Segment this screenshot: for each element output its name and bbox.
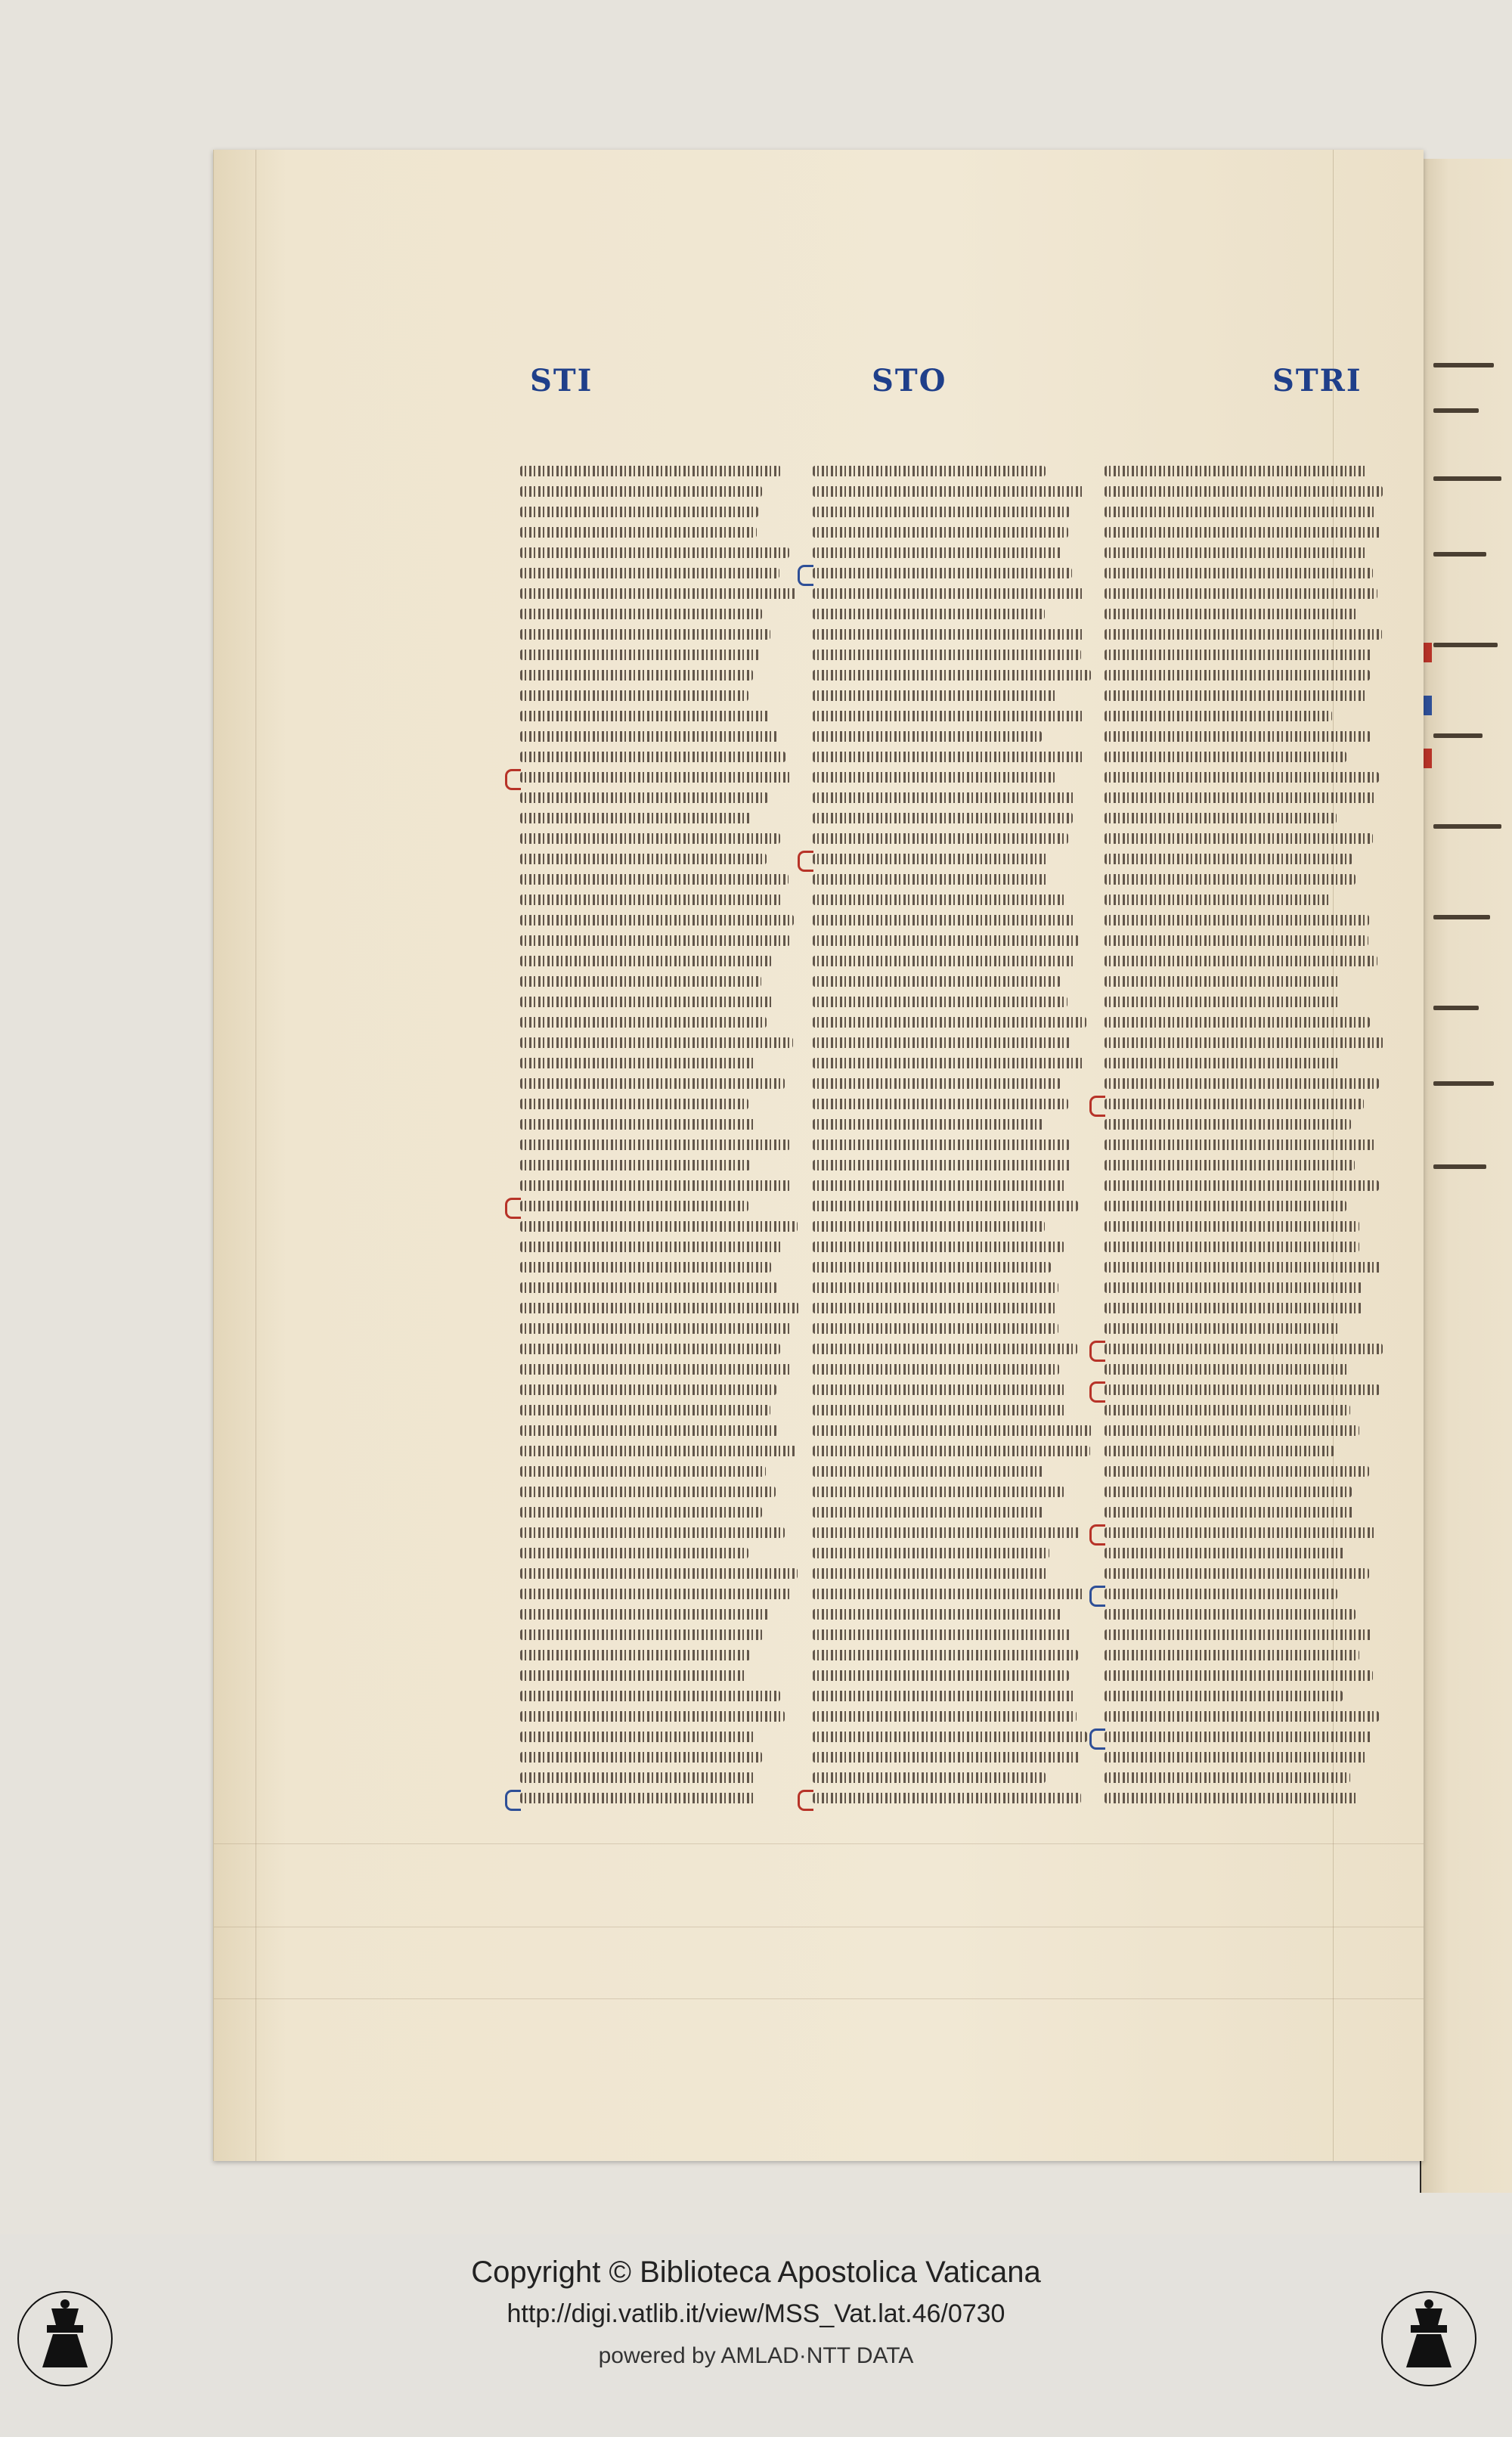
script-line	[813, 1589, 1085, 1599]
script-line	[813, 1160, 1071, 1170]
script-line	[520, 956, 772, 966]
script-line	[1105, 792, 1377, 803]
script-line	[813, 1732, 1087, 1742]
script-line	[520, 1139, 790, 1150]
script-line	[520, 1793, 755, 1803]
script-line	[813, 894, 1065, 905]
footer-bar	[0, 2234, 1512, 2437]
script-line	[1105, 690, 1368, 701]
script-line	[1105, 1629, 1372, 1640]
script-line	[520, 1732, 754, 1742]
script-line	[520, 1609, 769, 1620]
script-line	[813, 1609, 1062, 1620]
script-line	[520, 1772, 754, 1783]
script-line	[813, 854, 1049, 864]
script-line	[520, 466, 781, 476]
script-line	[520, 1670, 747, 1681]
script-line	[813, 1568, 1049, 1579]
script-line	[520, 711, 770, 721]
script-line	[520, 690, 748, 701]
script-line	[1105, 1568, 1369, 1579]
script-line	[520, 1119, 756, 1130]
script-line	[520, 507, 758, 517]
script-line	[520, 650, 760, 660]
script-line	[520, 1752, 762, 1763]
script-line	[813, 1282, 1058, 1293]
script-line	[1105, 915, 1369, 926]
script-line	[1105, 1589, 1337, 1599]
script-line	[813, 486, 1084, 497]
script-line	[813, 731, 1042, 742]
script-line	[813, 1058, 1085, 1068]
script-line	[520, 1058, 756, 1068]
script-line	[813, 1201, 1078, 1211]
script-line	[1105, 935, 1368, 946]
script-line	[813, 1139, 1070, 1150]
script-line	[813, 1017, 1086, 1028]
text-column-2	[813, 466, 1092, 1819]
script-line	[813, 1099, 1068, 1109]
script-line	[520, 997, 773, 1007]
running-head-right: STRI	[1272, 363, 1362, 398]
script-line	[1105, 1793, 1358, 1803]
script-line	[1105, 1058, 1339, 1068]
script-line	[1105, 1650, 1359, 1660]
script-line	[520, 1629, 763, 1640]
script-line	[813, 466, 1046, 476]
script-line	[1105, 711, 1332, 721]
script-line	[813, 609, 1045, 619]
script-line	[520, 1487, 776, 1497]
script-line	[1105, 588, 1377, 599]
script-line	[520, 1568, 798, 1579]
script-line	[1105, 568, 1373, 578]
script-line	[1105, 956, 1377, 966]
script-line	[520, 915, 794, 926]
script-line	[1105, 1691, 1343, 1701]
script-line	[813, 711, 1083, 721]
rubric-mark	[798, 1790, 813, 1811]
script-line	[813, 813, 1073, 823]
script-line	[813, 1711, 1077, 1722]
script-line	[520, 1691, 780, 1701]
script-line	[520, 1323, 792, 1334]
script-line	[520, 568, 779, 578]
manuscript-page	[213, 150, 1424, 2161]
script-line	[520, 874, 789, 885]
rubric-mark	[505, 769, 521, 790]
script-line	[813, 1242, 1064, 1252]
script-line	[1105, 1037, 1383, 1048]
rubric-mark	[505, 1198, 521, 1219]
script-line	[1105, 1180, 1379, 1191]
script-line	[520, 1262, 771, 1273]
script-line	[1105, 1078, 1379, 1089]
script-line	[1105, 1364, 1349, 1375]
script-line	[1105, 833, 1373, 844]
script-line	[1105, 1446, 1334, 1456]
script-line	[1105, 813, 1337, 823]
copyright-text: Copyright © Biblioteca Apostolica Vaticana	[471, 2256, 1041, 2289]
script-line	[520, 1446, 796, 1456]
rubric-mark	[1089, 1096, 1105, 1117]
script-line	[813, 792, 1075, 803]
source-url[interactable]: http://digi.vatlib.it/view/MSS_Vat.lat.46/0730	[507, 2299, 1005, 2328]
script-line	[813, 1119, 1043, 1130]
script-line	[1105, 1017, 1370, 1028]
running-head-center: STO	[872, 363, 947, 398]
script-line	[813, 1446, 1090, 1456]
script-line	[520, 1711, 785, 1722]
script-line	[813, 1384, 1065, 1395]
script-line	[520, 833, 780, 844]
script-line	[520, 1405, 770, 1415]
rubric-mark	[1089, 1729, 1105, 1750]
script-line	[813, 650, 1081, 660]
script-line	[520, 1650, 750, 1660]
script-line	[813, 1344, 1077, 1354]
script-line	[813, 690, 1058, 701]
script-line	[1105, 997, 1339, 1007]
script-line	[1105, 1425, 1359, 1436]
powered-by-text: powered by AMLAD·NTT DATA	[598, 2343, 914, 2368]
script-line	[1105, 1405, 1350, 1415]
script-line	[813, 1772, 1046, 1783]
script-line	[520, 1221, 798, 1232]
script-line	[520, 629, 770, 640]
script-line	[1105, 1772, 1350, 1783]
script-line	[1105, 1323, 1339, 1334]
script-line	[1105, 1548, 1345, 1558]
script-line	[1105, 527, 1381, 538]
script-line	[813, 1793, 1081, 1803]
script-line	[813, 568, 1072, 578]
script-line	[1105, 629, 1382, 640]
script-line	[1105, 1384, 1380, 1395]
script-line	[813, 1507, 1043, 1518]
script-line	[1105, 731, 1371, 742]
script-line	[520, 1180, 791, 1191]
script-line	[813, 1691, 1076, 1701]
script-line	[813, 527, 1068, 538]
script-line	[520, 1364, 792, 1375]
script-line	[520, 670, 753, 681]
script-line	[520, 1507, 762, 1518]
script-line	[1105, 486, 1383, 497]
script-line	[520, 772, 791, 783]
script-line	[520, 752, 785, 762]
rubric-mark	[798, 851, 813, 872]
rubric-mark	[1089, 1586, 1105, 1607]
text-column-3	[1105, 466, 1384, 1819]
script-line	[1105, 1466, 1369, 1477]
script-line	[813, 956, 1076, 966]
rubric-mark	[798, 565, 813, 586]
script-line	[520, 935, 790, 946]
script-line	[813, 629, 1085, 640]
script-line	[813, 1650, 1078, 1660]
script-line	[813, 935, 1079, 946]
script-line	[1105, 1242, 1359, 1252]
script-line	[520, 854, 767, 864]
script-line	[1105, 1487, 1352, 1497]
script-line	[813, 1262, 1051, 1273]
script-line	[813, 1548, 1049, 1558]
script-line	[813, 976, 1061, 987]
script-line	[813, 547, 1062, 558]
script-line	[813, 772, 1055, 783]
script-line	[813, 1752, 1080, 1763]
script-line	[520, 588, 797, 599]
running-head-left: STI	[530, 363, 593, 398]
script-line	[813, 1303, 1056, 1313]
script-line	[1105, 1160, 1355, 1170]
script-line	[520, 731, 778, 742]
script-line	[1105, 1507, 1354, 1518]
script-line	[520, 1344, 780, 1354]
script-line	[520, 1078, 785, 1089]
script-line	[813, 1180, 1066, 1191]
script-line	[1105, 650, 1372, 660]
script-line	[520, 1527, 785, 1538]
script-line	[813, 752, 1083, 762]
script-line	[1105, 1119, 1351, 1130]
script-line	[1105, 1262, 1381, 1273]
script-line	[520, 527, 757, 538]
script-line	[813, 874, 1049, 885]
script-line	[1105, 854, 1352, 864]
script-line	[1105, 609, 1357, 619]
script-line	[520, 894, 782, 905]
script-line	[520, 976, 761, 987]
script-line	[520, 486, 762, 497]
script-line	[813, 1487, 1064, 1497]
script-line	[520, 1099, 748, 1109]
script-line	[520, 547, 789, 558]
script-line	[520, 1589, 791, 1599]
script-line	[813, 915, 1074, 926]
script-line	[1105, 1201, 1346, 1211]
script-line	[520, 1282, 777, 1293]
script-line	[813, 997, 1067, 1007]
script-line	[520, 792, 768, 803]
script-line	[520, 1303, 799, 1313]
script-line	[1105, 752, 1346, 762]
script-line	[1105, 772, 1379, 783]
script-line	[520, 1242, 782, 1252]
script-line	[520, 1037, 793, 1048]
script-line	[813, 1078, 1061, 1089]
script-line	[813, 1629, 1071, 1640]
script-line	[1105, 547, 1368, 558]
vatican-seal-icon	[5, 2278, 125, 2399]
script-line	[813, 833, 1068, 844]
script-line	[1105, 1303, 1362, 1313]
script-line	[520, 1017, 767, 1028]
script-line	[1105, 1282, 1362, 1293]
script-line	[1105, 1732, 1372, 1742]
script-line	[1105, 1752, 1368, 1763]
script-line	[1105, 670, 1370, 681]
script-line	[1105, 1139, 1375, 1150]
script-line	[520, 1384, 776, 1395]
script-line	[813, 1405, 1067, 1415]
rubric-mark	[505, 1790, 521, 1811]
script-line	[1105, 894, 1331, 905]
script-line	[813, 1425, 1092, 1436]
adjacent-leaf	[1420, 159, 1512, 2193]
script-line	[520, 1425, 778, 1436]
script-line	[813, 1364, 1059, 1375]
script-line	[520, 1160, 750, 1170]
script-line	[520, 813, 751, 823]
script-line	[1105, 1344, 1383, 1354]
rubric-mark	[1089, 1524, 1105, 1546]
script-line	[1105, 976, 1339, 987]
script-line	[813, 507, 1070, 517]
rubric-mark	[1089, 1381, 1105, 1403]
script-line	[1105, 1527, 1377, 1538]
script-line	[813, 588, 1084, 599]
script-line	[813, 1323, 1058, 1334]
rubric-mark	[1089, 1341, 1105, 1362]
script-line	[520, 1201, 748, 1211]
script-line	[1105, 1221, 1359, 1232]
script-line	[813, 670, 1091, 681]
text-column-1	[520, 466, 800, 1819]
script-line	[813, 1466, 1044, 1477]
script-line	[520, 1466, 766, 1477]
script-line	[1105, 874, 1356, 885]
script-line	[520, 1548, 748, 1558]
vatican-seal-icon-right	[1368, 2278, 1489, 2399]
script-line	[1105, 466, 1368, 476]
script-line	[1105, 1711, 1379, 1722]
script-line	[813, 1527, 1080, 1538]
script-line	[1105, 1670, 1373, 1681]
script-line	[813, 1037, 1070, 1048]
script-line	[813, 1670, 1069, 1681]
script-line	[813, 1221, 1045, 1232]
script-line	[1105, 1099, 1364, 1109]
script-line	[1105, 1609, 1356, 1620]
script-line	[520, 609, 762, 619]
script-line	[1105, 507, 1375, 517]
